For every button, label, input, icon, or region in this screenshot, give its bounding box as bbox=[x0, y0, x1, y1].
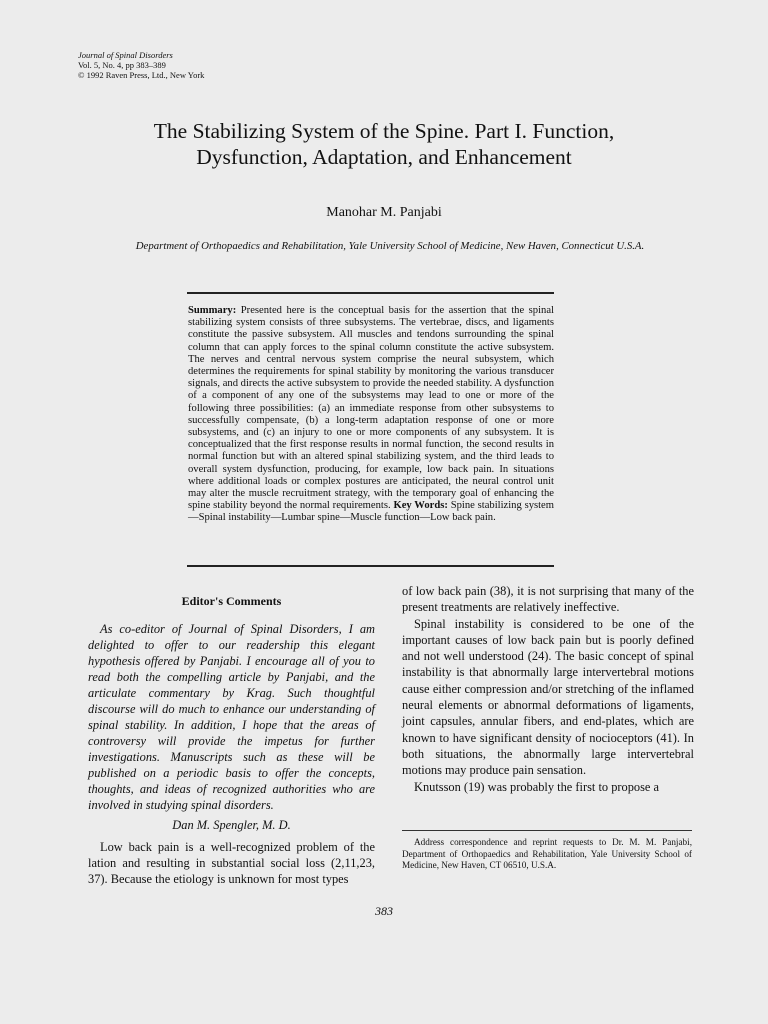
journal-title: Journal of Spinal Disorders bbox=[78, 50, 173, 60]
right-paragraph-1: of low back pain (38), it is not surprising that many of the present treatments are relatively ineffective. bbox=[402, 584, 694, 615]
abstract bbox=[188, 305, 554, 525]
journal-volume: Vol. 5, No. 4, pp 383–389 bbox=[78, 60, 166, 70]
footnote-rule bbox=[402, 830, 692, 831]
journal-copyright: © 1992 Raven Press, Ltd., New York bbox=[78, 70, 205, 80]
article-title bbox=[60, 118, 708, 170]
title-line-2: Dysfunction, Adaptation, and Enhancement bbox=[196, 145, 572, 169]
keywords-label: Key Words: bbox=[393, 500, 448, 512]
page-number: 383 bbox=[375, 904, 393, 918]
author-name: Manohar M. Panjabi bbox=[326, 205, 442, 220]
intro-paragraph: Low back pain is a well-recognized problem of the lation and resulting in substantial social loss (2,11,23, 37). Because the etiology is unknown for most types bbox=[88, 840, 375, 886]
editors-comments-heading: Editor's Comments bbox=[181, 594, 282, 608]
left-column bbox=[88, 593, 375, 887]
abstract-top-rule bbox=[187, 292, 554, 294]
author-affiliation: Department of Orthopaedics and Rehabilitation, Yale University School of Medicine, New Haven, Connecticut U.S.A. bbox=[135, 240, 645, 252]
journal-info bbox=[78, 50, 204, 80]
keywords-text: Spine stabilizing system—Spinal instability—Lumbar spine—Muscle function—Low back pain. bbox=[188, 500, 554, 524]
right-paragraph-3: Knutsson (19) was probably the first to propose a bbox=[414, 779, 660, 794]
abstract-text: Presented here is the conceptual basis for the assertion that the spinal stabilizing system consists of three subsystems. The vertebrae, discs, and ligaments constitute the passive subsystem. All muscles and tendons surrounding the spinal column that can apply forces to the spinal column constitute the active subsystem. The nerves and central nervous system comprise the neural subsystem, which determines the requirements for spinal stability by monitoring the various transducer signals, and directs the active subsystem to provide the needed stability. A dysfunction of a component of any one of the subsystems may lead to one or more of the following three possibilities: (a) an immediate response from other subsystems to successfully compensate, (b) a long-term adaptation response of one or more subsystems, and (c) an injury to one or more components of any subsystem. It is conceptualized that the first response results in normal function, the second results in normal function but with an altered spinal stabilizing system, and the third leads to overall system dysfunction, producing, for example, low back pain. In situations where additional loads or complex postures are anticipated, the neural control unit may alter the muscle recruitment strategy, with the temporary goal of enhancing the spine stability beyond the normal requirements. bbox=[188, 305, 554, 512]
abstract-label: Summary: bbox=[188, 305, 237, 316]
title-line-1: The Stabilizing System of the Spine. Part I. Function, bbox=[153, 119, 615, 143]
abstract-bottom-rule bbox=[187, 565, 554, 567]
editor-signature: Dan M. Spengler, M. D. bbox=[172, 818, 291, 832]
correspondence-footnote: Address correspondence and reprint requests to Dr. M. M. Panjabi, Department of Orthopaedics and Rehabilitation, Yale University School of Medicine, New Haven, CT 06510, U.S.A. bbox=[402, 837, 692, 870]
editors-comments-text: As co-editor of Journal of Spinal Disorders, I am delighted to offer to our readership this elegant hypothesis offered by Panjabi. I encourage all of you to read both the compelling article by Panjabi, and the articulate commentary by Krag. Such thoughtful discourse will do much to enhance our understanding of spinal stability. In addition, I hope that the areas of controversy will provide the impetus for further investigations. Manuscripts such as these will be published on a periodic basis to offer the concepts, thoughts, and ideas of recognized authorities who are involved in studying spinal disorders. bbox=[88, 622, 375, 812]
right-paragraph-2: Spinal instability is considered to be one of the important causes of low back pain but is poorly defined and not well understood (24). The basic concept of spinal instability is that abnormally large intervertebral motions cause either compression and/or stretching of the inflamed neural elements or abnormal deformations of ligaments, joint capsules, annular fibers, and end-plates, which are known to have significant density of nocioceptors (41). In both situations, the abnormally large intervertebral motions may produce pain sensation. bbox=[402, 616, 694, 778]
right-column bbox=[402, 583, 694, 795]
